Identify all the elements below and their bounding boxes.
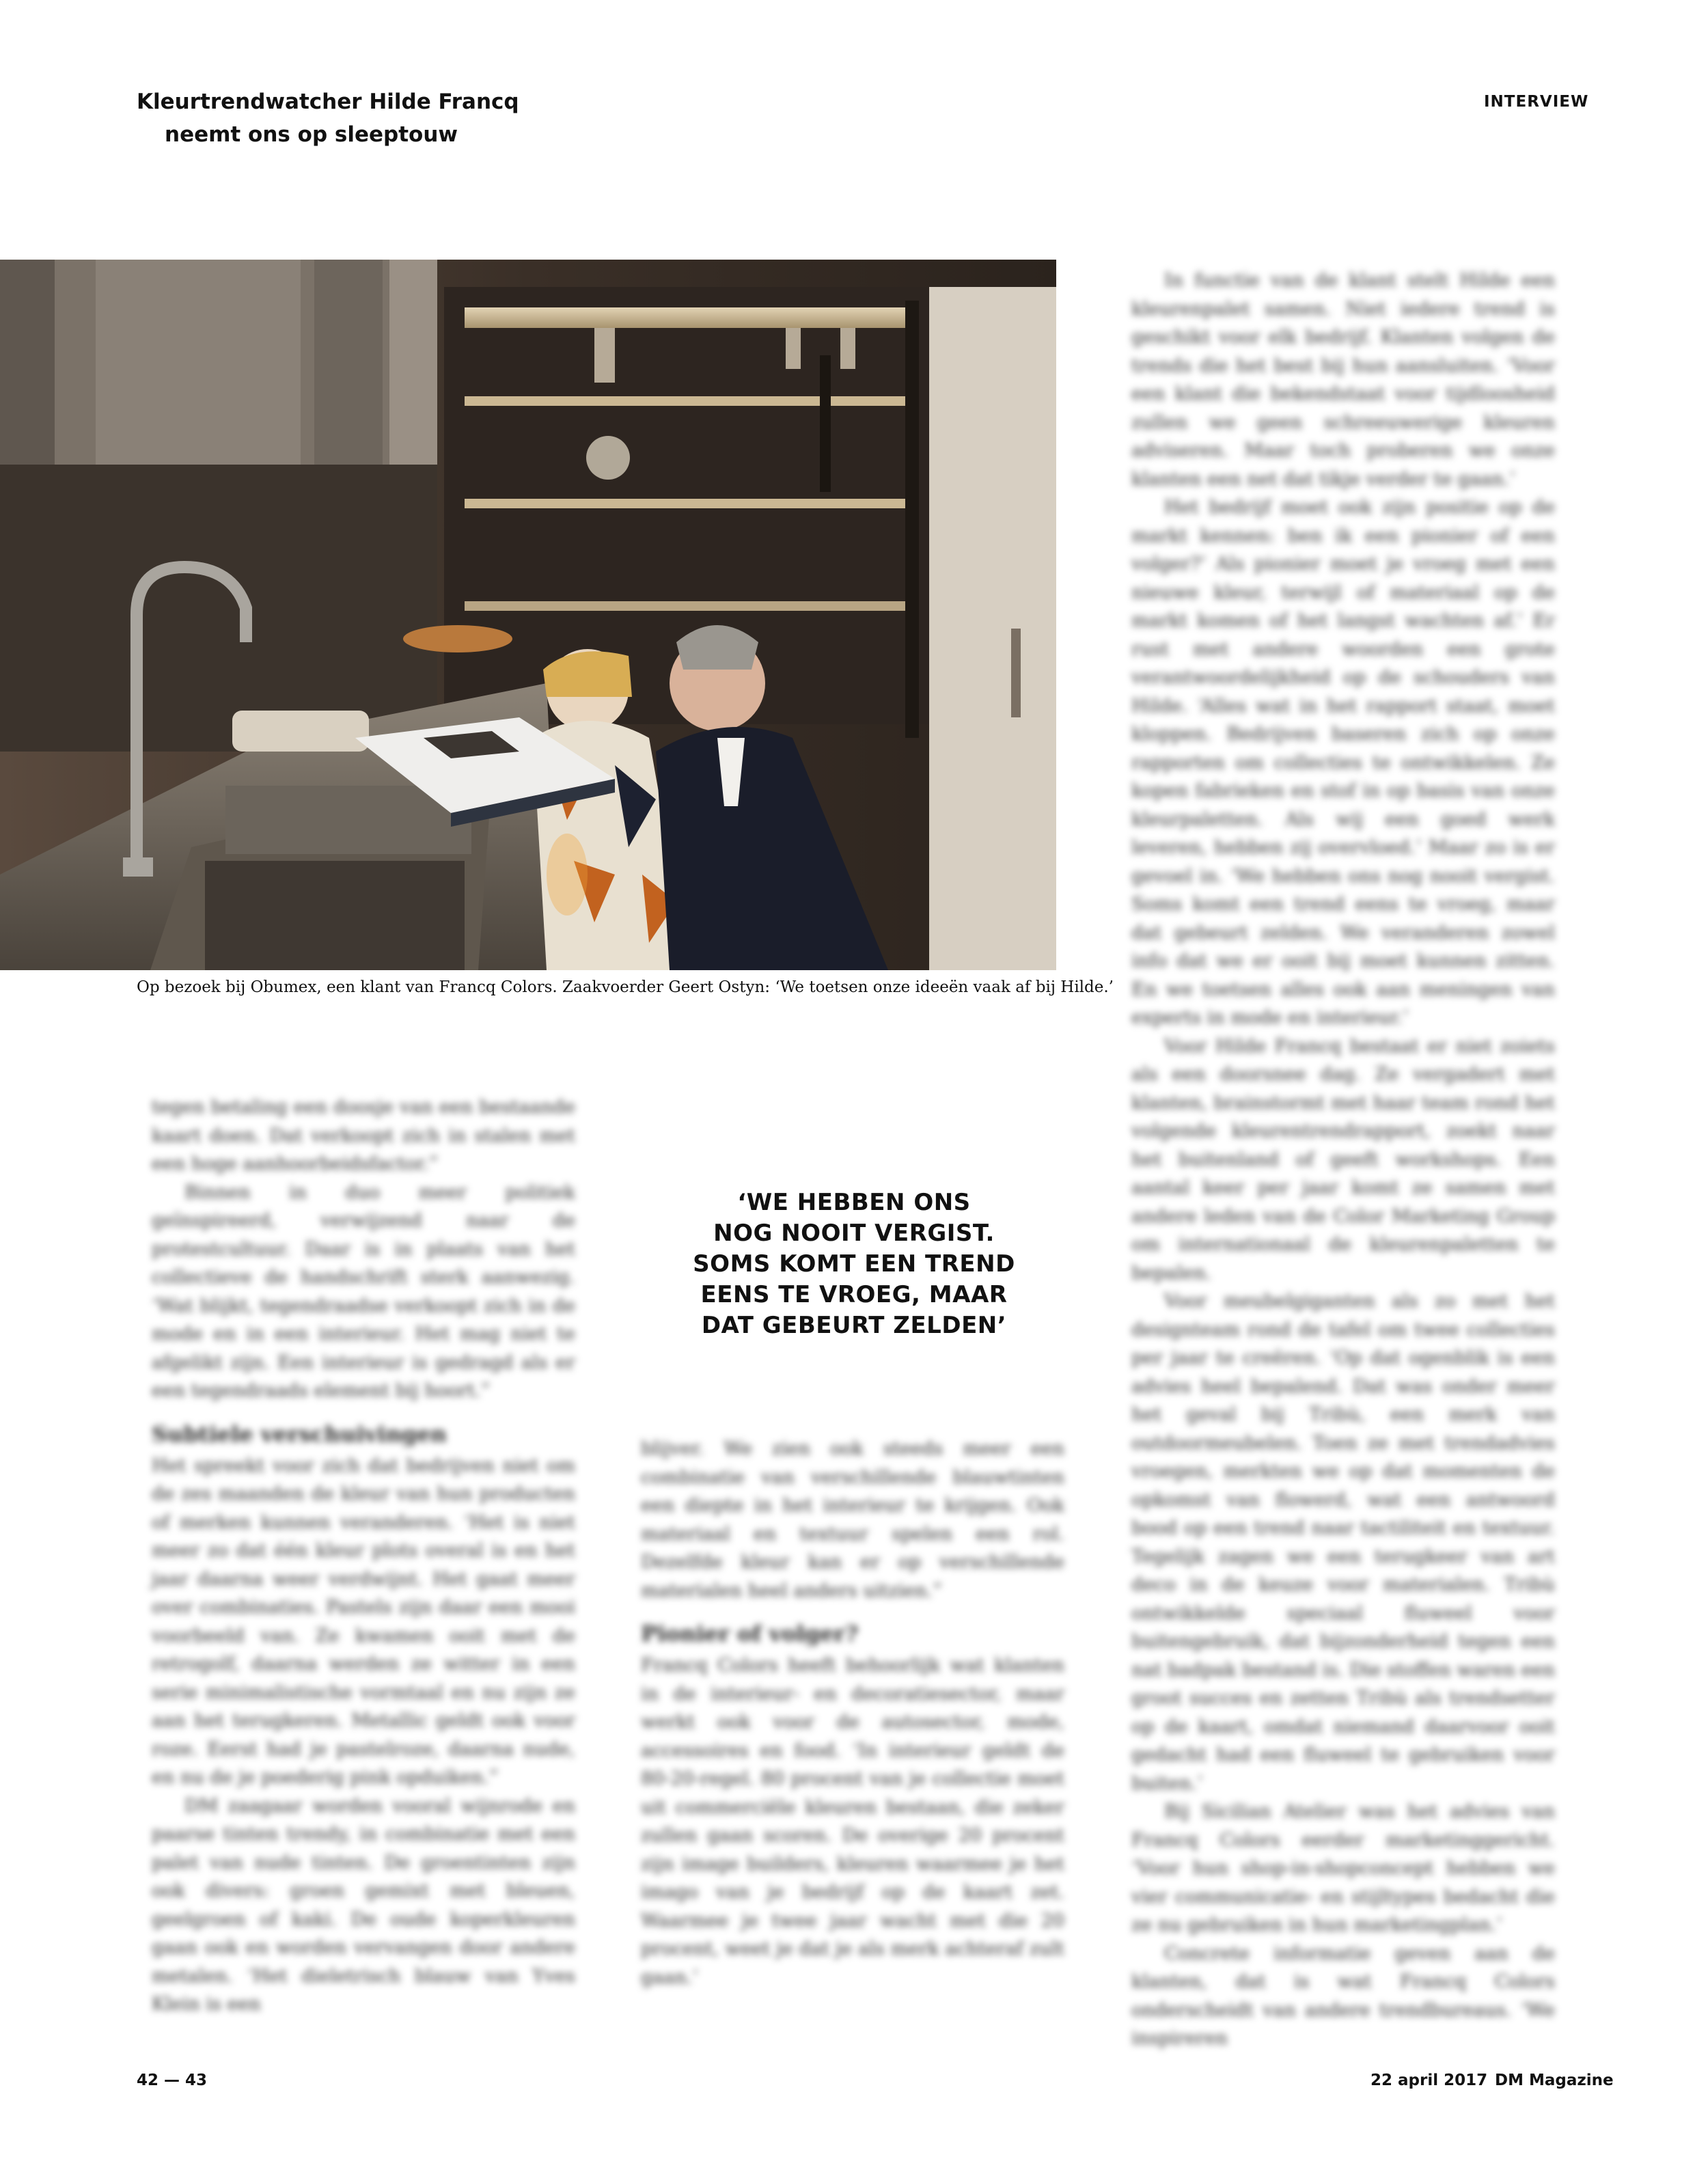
body-paragraph: Het spreekt voor zich dat bedrijven niet om de zes maanden de kleur van hun producten of merken kunnen veranderen. ‘Het is niet meer zo dat één kleur plots overal is en het jaar daarna weer verdwijnt. Het gaat meer over combinaties. Pastels zijn daar een mooi voorbeeld van. Ze kwamen ooit met de retrogolf, daarna werden ze witter in een serie minimalistische vormtaal en nu zijn ze aan het terugkeren. Metallic geldt ook voor roze. Eerst had je pastelroze, daarna nude, en nu de je poederig pink opduiken.” [152, 1455, 575, 1788]
headline-line-1: Kleurtrendwatcher Hilde Francq [137, 90, 519, 114]
body-paragraph: Voor meubelgiganten als zo met het designteam rond de tafel om twee collecties per jaar te creëren. ‘Op dat ogenblik is een advies heel bepalend. Dat was onder meer het geval bij Tribù, een merk van outdoormeubelen. Toen ze met trendadvies vroegen, merkten we op dat momenten de opkomst van flowerd, wat een antwoord bood op een trend naar tactiliteit en textuur. Tegelijk zagen we een terugkeer van art deco in de keuze voor materialen. Tribù ontwikkelde speciaal fluweel voor buitengebruik, dat bijzonderheid tegen een nat badpak bestand is. Die stoffen waren een groot succes en zetten Tribù als trendsetter op de kaart, omdat niemand daarvoor ooit gedacht had een fluweel te gebruiken voor buiten.’ [1131, 1291, 1555, 1794]
article-photo [0, 260, 1056, 970]
body-paragraph: tegen betaling een doosje van een bestaande kaart doen. Dat verkoopt zich in stalen met een hoge aanhoorbeidsfactor.” [152, 1097, 575, 1174]
body-column-2 [641, 1435, 1064, 1988]
subheading: Subtiele verschuivingen [152, 1420, 447, 1447]
pull-quote-line: EENS TE VROEG, MAAR [700, 1281, 1008, 1308]
section-label: INTERVIEW [1484, 93, 1589, 111]
kitchen-photo-illustration [0, 260, 1056, 970]
body-column-3 [1131, 266, 1555, 2049]
body-paragraph: Het bedrijf moet ook zijn positie op de markt kennen: ben ik een pionier of een volger?’ Als pionier moet je vroeg met een nieuwe kleur, terwijl of materiaal op de markt komen of het langst wachten af.’ Er rust met andere woorden een grote verantwoordelijkheid op de schouders van Hilde. ‘Alles wat in het rapport staat, moet kloppen. Bedrijven baseren zich op onze rapporten om collecties te ontwikkelen. Ze kopen fabrieken en stof in op basis van onze kleurpaletten. Als wij een goed werk leveren, hebben zij overvloed.’ Maar zo is er gevoel in. ‘We hebben ons nog nooit vergist. Soms komt een trend eens te vroeg, maar dat gebeurt zelden. We veranderen zowel info dat we er ooit bij moet kunnen zitten. En we toetsen alles ook aan meningen van experts in mode en interieur.’ [1131, 497, 1555, 1028]
article-headline [137, 85, 519, 151]
body-paragraph: In functie van de klant stelt Hilde een kleurenpalet samen. Niet iedere trend is geschikt voor elk bedrijf. Klanten volgen de trends die het best bij hun aansluiten. ‘Voor een klant die bekendstaat voor tijdloosheid zullen we geen schreeuwerige kleuren adviseren. Maar toch proberen we onze klanten een net dat tikje verder te gaan.’ [1131, 270, 1555, 490]
pull-quote [683, 1187, 1025, 1341]
body-paragraph: Concrete informatie geven aan de klanten, dat is wat Francq Colors onderscheidt van andere trendbureaus. ‘We inspireren [1131, 1942, 1555, 2049]
body-paragraph: Francq Colors heeft behoorlijk wat klanten in de interieur- en decoratiesector, maar werkt ook voor de autosector, mode, accessoires en food. ‘In interieur geldt de 80-20-regel. 80 procent van je collectie moet uit commerciële kleuren bestaan, die zeker zullen gaan scoren. De overige 20 procent zijn image builders, kleuren waarmee je het imago van je bedrijf op de kaart zet. Waarmee je twee jaar wacht met die 20 procent, weet je dat je als merk achteraf zult gaan.’ [641, 1655, 1064, 1988]
body-paragraph: Bij Sicilian Atelier was het advies van Francq Colors eerder marketinggericht. ‘Voor hun shop-in-shopconcept hebben we vier communicatie- en stijltypes bedacht die ze nu gebruiken in hun marketingplan.’ [1131, 1801, 1555, 1936]
headline-line-2: neemt ons op sleeptouw [165, 122, 458, 147]
body-paragraph: DM zaagaar worden vooral wijnrode en paarse tinten trendy, in combinatie met een palet van nude tinten. De groentinten zijn ook divers: groen gemixt met bleuen, geelgroen of kaki. De oude koperkleuren gaan ook en worden vervangen door andere metalen. ‘Het dieletrisch blauw van Yves Klein is een [152, 1795, 575, 2015]
photo-caption: Op bezoek bij Obumex, een klant van Francq Colors. Zaakvoerder Geert Ostyn: ‘We toetsen onze ideeën vaak af bij Hilde.’ [137, 978, 1114, 996]
body-paragraph: Binnen in duo meer politiek geïnspireerd, verwijzend naar de protestcultuur. Daar is in plaats van het collectieve de handschrift sterk aanwezig. ‘Wat blijkt, tegendraadse verkoopt zich in de mode en in een interieur. Het mag niet te afgelikt zijn. Een interieur is gedragd als er een tegendraads element bij hoort.” [152, 1181, 575, 1401]
subheading: Pionier of volger? [641, 1621, 859, 1647]
pull-quote-line: DAT GEBEURT ZELDEN’ [701, 1312, 1007, 1339]
magazine-name: DM Magazine [1495, 2072, 1614, 2089]
page-numbers: 42 — 43 [137, 2072, 208, 2089]
body-paragraph: blijver. We zien ook steeds meer een combinatie van verschillende blauwtinten een diepte in het interieur te krijgen. Ook materiaal en textuur spelen een rol. Dezelfde kleur kan er op verschillende materialen heel anders uitzien.” [641, 1438, 1064, 1601]
pull-quote-line: NOG NOOIT VERGIST. [713, 1220, 995, 1247]
body-column-1 [152, 1093, 575, 2015]
body-paragraph: Voor Hilde Francq bestaat er niet zoiets als een doorsnee dag. Ze vergadert met klanten, brainstormt met haar team rond het volgende kleurentrendrapport, zoekt naar het buitenland of geeft workshops. Een aantal keer per jaar komt ze samen met andere leden van de Color Marketing Group om internationaal de kleurenpaletten te bepalen. [1131, 1035, 1555, 1284]
pull-quote-line: ‘WE HEBBEN ONS [737, 1189, 971, 1216]
issue-date: 22 april 2017 [1370, 2072, 1488, 2089]
pull-quote-line: SOMS KOMT EEN TREND [693, 1250, 1015, 1278]
